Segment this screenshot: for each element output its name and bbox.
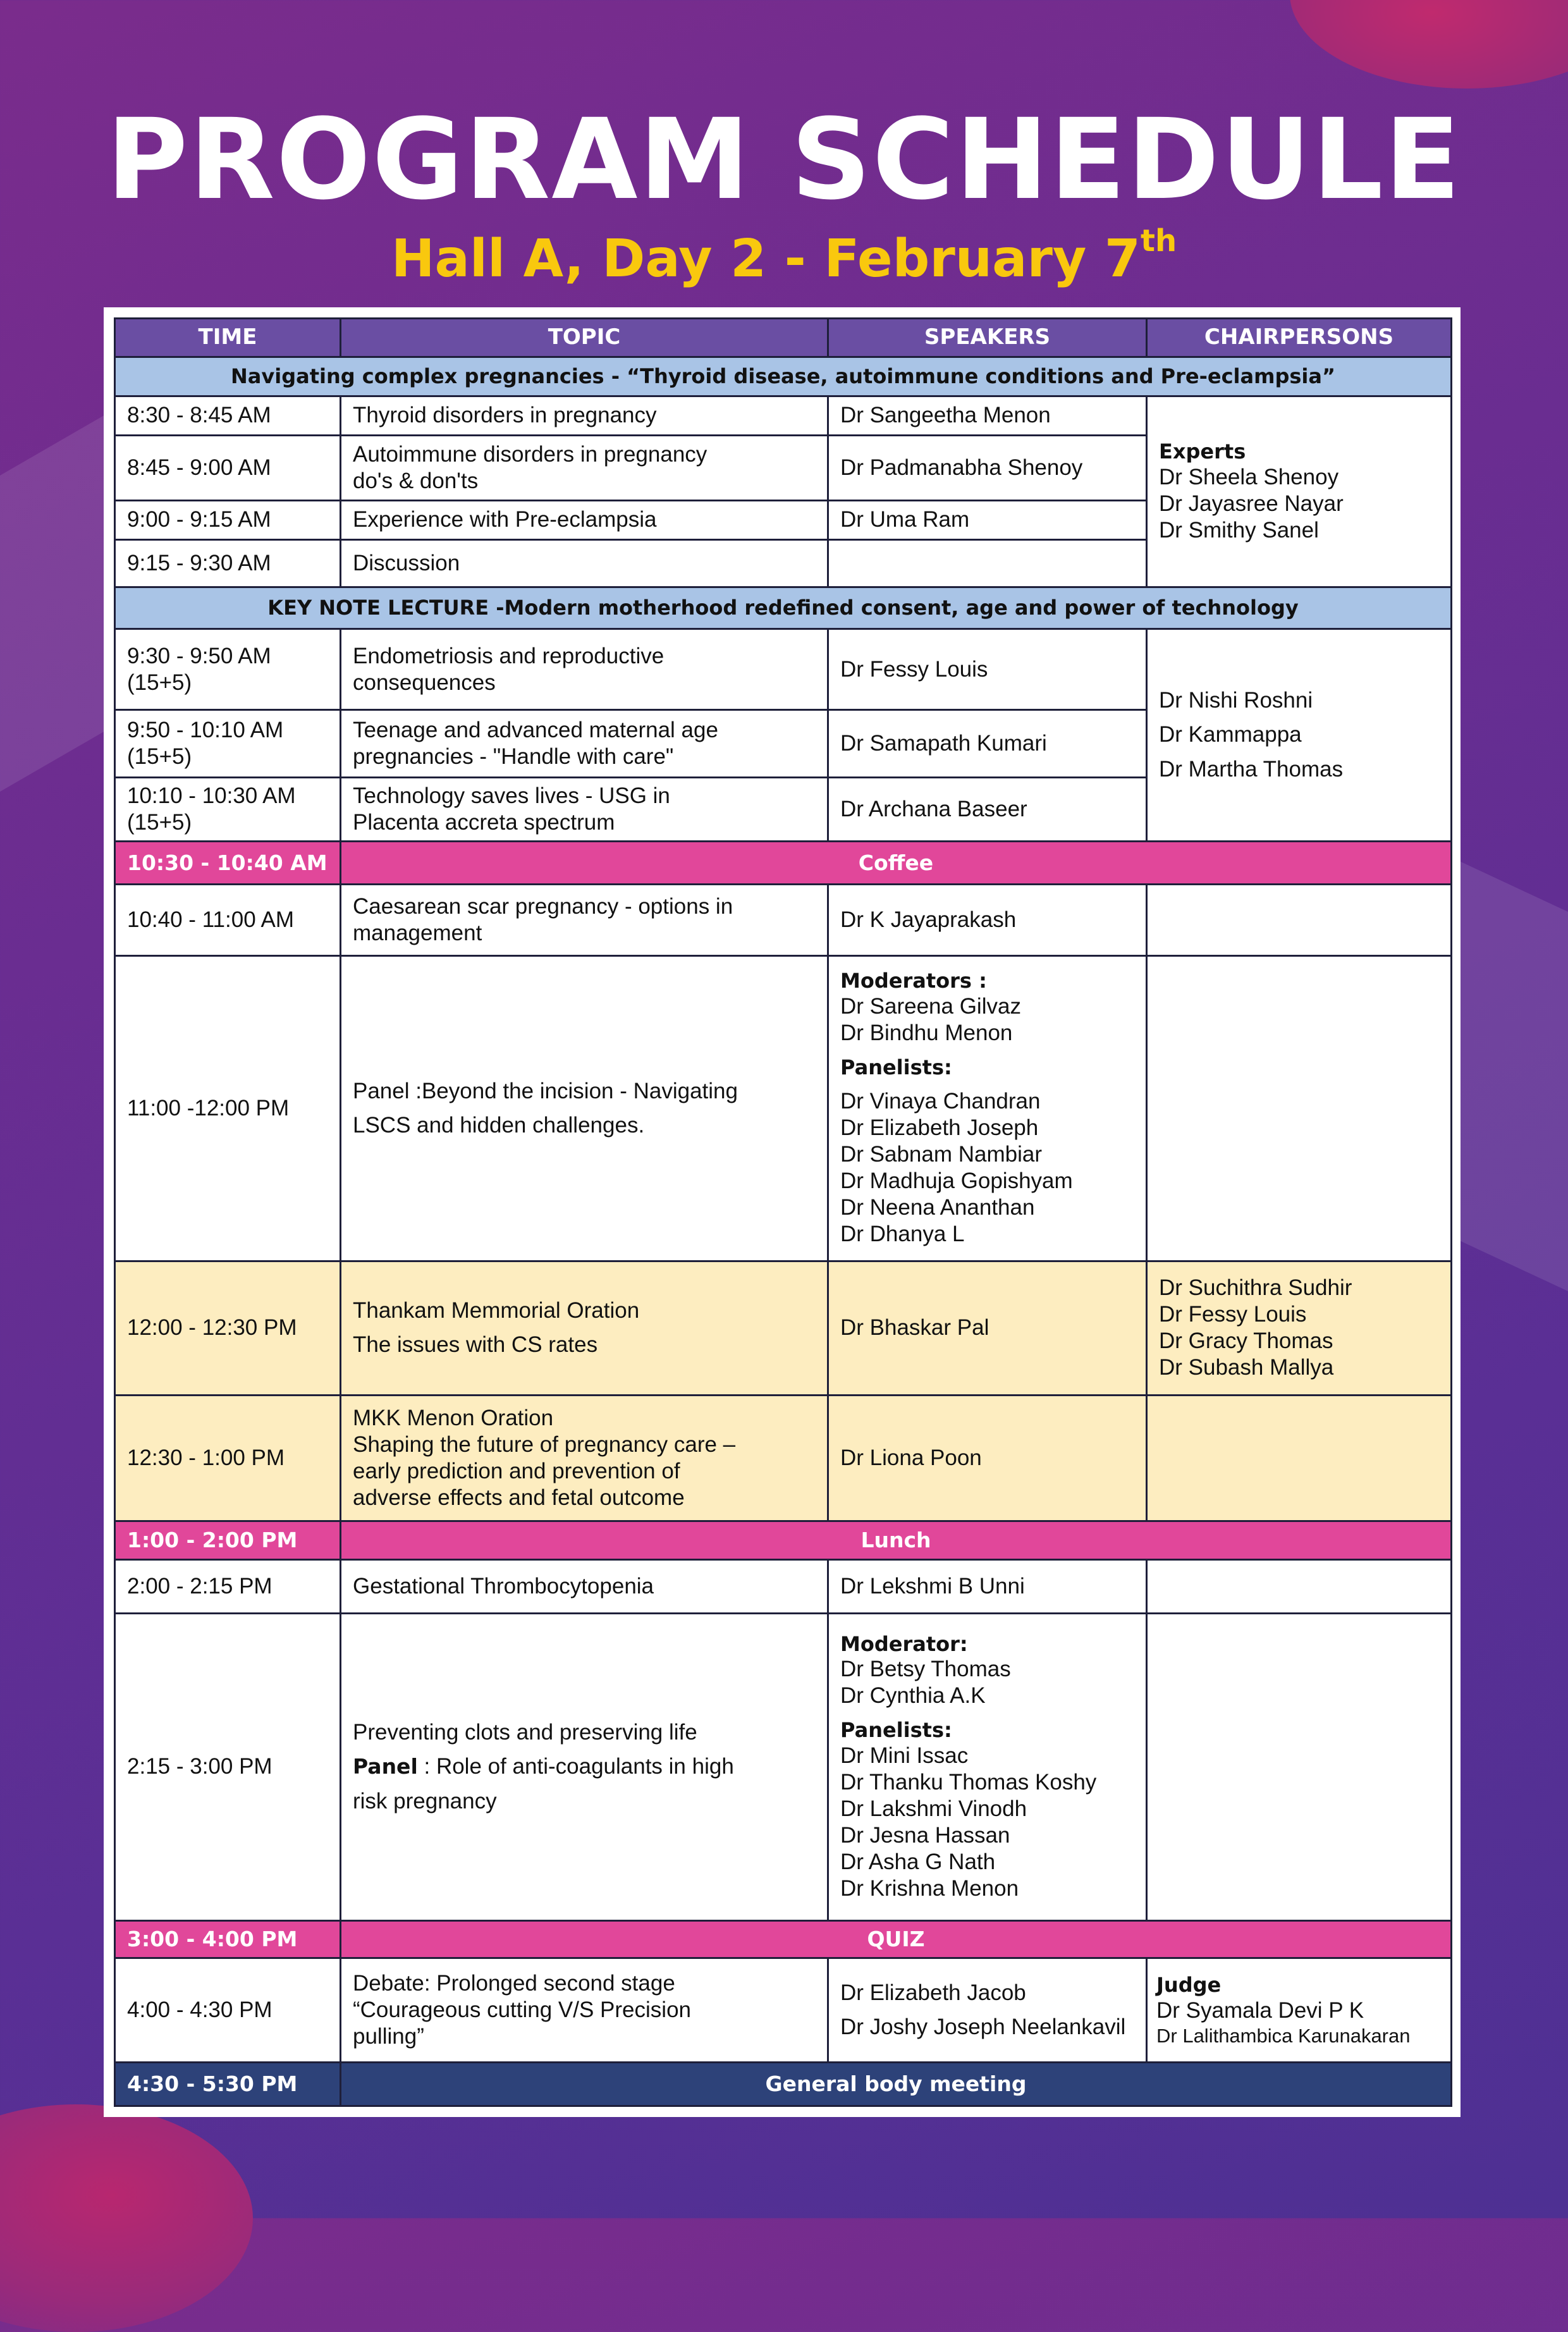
topic-line: early prediction and prevention of	[353, 1458, 680, 1483]
panelists-label: Panelists:	[840, 1718, 952, 1743]
page-subtitle: Hall A, Day 2 - February 7th	[391, 223, 1177, 289]
speaker-cell: Dr Fessy Louis	[828, 629, 1147, 709]
table-row	[115, 629, 1452, 709]
experts-label: Experts	[1159, 439, 1246, 464]
schedule-card	[104, 307, 1461, 2117]
chairpersons-cell	[1147, 629, 1452, 841]
quiz-time: 3:00 - 4:00 PM	[115, 1921, 341, 1958]
col-header-speakers: SPEAKERS	[828, 319, 1147, 357]
oration-row	[115, 1395, 1452, 1521]
general-body-row	[115, 2063, 1452, 2106]
time-cell: 9:15 - 9:30 AM	[115, 540, 341, 587]
topic-cell: Gestational Thrombocytopenia	[341, 1559, 828, 1613]
col-header-time: TIME	[115, 319, 341, 357]
moderator-name: Dr Cynthia A.K	[840, 1683, 986, 1709]
panelist-name: Dr Vinaya Chandran	[840, 1089, 1041, 1114]
spacer	[840, 1709, 1134, 1718]
topic-line: Autoimmune disorders in pregnancy	[353, 441, 707, 467]
topic-cell	[341, 435, 828, 500]
panelist-name: Dr Thanku Thomas Koshy	[840, 1769, 1097, 1795]
background-facet	[1454, 859, 1568, 1291]
topic-cell	[341, 1613, 828, 1920]
break-row	[115, 1521, 1452, 1560]
time-cell: 2:15 - 3:00 PM	[115, 1613, 341, 1920]
page-title: PROGRAM SCHEDULE	[106, 95, 1462, 224]
coffee-label: Coffee	[341, 841, 1452, 885]
spacer	[840, 1046, 1134, 1055]
background-facet	[0, 410, 114, 792]
chairpersons-cell	[1147, 1559, 1452, 1613]
topic-line: The issues with CS rates	[353, 1332, 598, 1358]
topic-line: Caesarean scar pregnancy - options in	[353, 894, 733, 919]
time-line: (15+5)	[127, 809, 192, 835]
panelist-name: Dr Sabnam Nambiar	[840, 1142, 1042, 1167]
topic-line: Preventing clots and preserving life	[353, 1720, 697, 1745]
speaker-cell	[828, 540, 1147, 587]
section-heading-row	[115, 357, 1452, 396]
panelist-name: Dr Lakshmi Vinodh	[840, 1796, 1027, 1821]
session1-heading: Navigating complex pregnancies - “Thyroid disease, autoimmune conditions and Pre-eclampsia”	[115, 357, 1452, 396]
chairpersons-cell	[1147, 1613, 1452, 1920]
table-row	[115, 885, 1452, 956]
topic-line: “Courageous cutting V/S Precision	[353, 1997, 691, 2022]
topic-cell	[341, 1261, 828, 1395]
topic-line: pregnancies - "Handle with care"	[353, 744, 674, 769]
break-row	[115, 1921, 1452, 1958]
chairpersons-cell	[1147, 956, 1452, 1261]
table-row	[115, 1958, 1452, 2063]
topic-cell	[341, 709, 828, 777]
time-cell: 4:00 - 4:30 PM	[115, 1958, 341, 2063]
topic-cell	[341, 956, 828, 1261]
corner-decoration-top	[1290, 0, 1568, 89]
moderators-label: Moderators :	[840, 969, 987, 993]
topic-line: Thankam Memmorial Oration	[353, 1298, 640, 1323]
time-cell: 9:00 - 9:15 AM	[115, 500, 341, 540]
spacer	[840, 1079, 1134, 1088]
speaker-cell: Dr Bhaskar Pal	[828, 1261, 1147, 1395]
speaker-name: Dr Elizabeth Jacob	[840, 1980, 1026, 2005]
topic-line	[353, 1750, 816, 1784]
schedule-table	[114, 317, 1452, 2107]
speaker-cell	[828, 956, 1147, 1261]
moderator-name: Dr Bindhu Menon	[840, 1020, 1013, 1045]
topic-text: : Role of anti-coagulants in high	[417, 1754, 734, 1779]
time-cell: 8:45 - 9:00 AM	[115, 435, 341, 500]
time-cell	[115, 629, 341, 709]
topic-line: LSCS and hidden challenges.	[353, 1112, 645, 1138]
topic-cell: Discussion	[341, 540, 828, 587]
table-header-row	[115, 319, 1452, 357]
panelist-name: Dr Neena Ananthan	[840, 1195, 1035, 1220]
judge-name: Dr Syamala Devi P K	[1156, 1998, 1364, 2023]
topic-cell	[341, 885, 828, 956]
chair-name: Dr Subash Mallya	[1159, 1355, 1334, 1380]
time-cell: 8:30 - 8:45 AM	[115, 396, 341, 436]
time-cell	[115, 709, 341, 777]
time-line: (15+5)	[127, 670, 192, 695]
chair-name: Dr Nishi Roshni	[1159, 688, 1313, 713]
oration-row	[115, 1261, 1452, 1395]
speaker-cell: Dr Uma Ram	[828, 500, 1147, 540]
time-line: 9:30 - 9:50 AM	[127, 643, 271, 668]
topic-cell	[341, 629, 828, 709]
topic-line: Panel :Beyond the incision - Navigating	[353, 1078, 738, 1103]
speaker-cell: Dr Lekshmi B Unni	[828, 1559, 1147, 1613]
experts-cell	[1147, 396, 1452, 587]
panelist-name: Dr Elizabeth Joseph	[840, 1115, 1039, 1141]
panel-bold-label: Panel	[353, 1754, 418, 1779]
topic-line: consequences	[353, 670, 496, 695]
time-cell: 11:00 -12:00 PM	[115, 956, 341, 1261]
speaker-cell: Dr K Jayaprakash	[828, 885, 1147, 956]
time-cell	[115, 777, 341, 841]
chairpersons-cell	[1147, 1395, 1452, 1521]
topic-line: pulling”	[353, 2023, 424, 2049]
table-row	[115, 396, 1452, 436]
speaker-cell	[828, 1613, 1147, 1920]
chair-name: Dr Martha Thomas	[1159, 756, 1344, 782]
chair-name: Dr Jayasree Nayar	[1159, 491, 1344, 516]
time-cell: 12:30 - 1:00 PM	[115, 1395, 341, 1521]
panelist-name: Dr Madhuja Gopishyam	[840, 1169, 1073, 1194]
corner-decoration-bottom	[0, 2104, 253, 2332]
judge-name: Dr Lalithambica Karunakaran	[1156, 2024, 1411, 2047]
gbm-label: General body meeting	[341, 2063, 1452, 2106]
time-line: (15+5)	[127, 744, 192, 769]
chair-name: Dr Smithy Sanel	[1159, 517, 1319, 543]
topic-cell: Thyroid disorders in pregnancy	[341, 396, 828, 436]
panelist-name: Dr Asha G Nath	[840, 1849, 996, 1874]
speaker-cell	[828, 1958, 1147, 2063]
speaker-cell: Dr Liona Poon	[828, 1395, 1147, 1521]
time-cell: 2:00 - 2:15 PM	[115, 1559, 341, 1613]
section-heading-row	[115, 587, 1452, 629]
coffee-time: 10:30 - 10:40 AM	[115, 841, 341, 885]
lunch-label: Lunch	[341, 1521, 1452, 1560]
chairpersons-cell	[1147, 1261, 1452, 1395]
moderators-label: Moderator:	[840, 1632, 968, 1656]
topic-line: Endometriosis and reproductive	[353, 643, 665, 668]
chair-name: Dr Fessy Louis	[1159, 1302, 1307, 1327]
chair-name: Dr Gracy Thomas	[1159, 1329, 1333, 1354]
chair-name: Dr Suchithra Sudhir	[1159, 1275, 1352, 1301]
topic-line: do's & don'ts	[353, 468, 479, 493]
judge-label: Judge	[1156, 1973, 1222, 1998]
session2-heading: KEY NOTE LECTURE -Modern motherhood redefined consent, age and power of technology	[115, 587, 1452, 629]
speaker-name: Dr Joshy Joseph Neelankavil	[840, 2014, 1126, 2039]
time-line: 10:10 - 10:30 AM	[127, 783, 296, 808]
panelists-label: Panelists:	[840, 1055, 952, 1079]
speaker-cell: Dr Padmanabha Shenoy	[828, 435, 1147, 500]
topic-cell	[341, 1395, 828, 1521]
moderator-name: Dr Sareena Gilvaz	[840, 993, 1021, 1019]
chair-name: Dr Sheela Shenoy	[1159, 464, 1339, 489]
speaker-cell: Dr Sangeetha Menon	[828, 396, 1147, 436]
speaker-cell: Dr Archana Baseer	[828, 777, 1147, 841]
topic-cell	[341, 1958, 828, 2063]
table-row	[115, 956, 1452, 1261]
topic-line: management	[353, 921, 482, 946]
quiz-label: QUIZ	[341, 1921, 1452, 1958]
panelist-name: Dr Jesna Hassan	[840, 1822, 1010, 1848]
topic-line: Technology saves lives - USG in	[353, 783, 670, 808]
table-row	[115, 1559, 1452, 1613]
judges-cell	[1147, 1958, 1452, 2063]
topic-cell: Experience with Pre-eclampsia	[341, 500, 828, 540]
time-cell: 12:00 - 12:30 PM	[115, 1261, 341, 1395]
time-cell: 10:40 - 11:00 AM	[115, 885, 341, 956]
table-row	[115, 1613, 1452, 1920]
topic-line: adverse effects and fetal outcome	[353, 1485, 685, 1510]
chair-name: Dr Kammappa	[1159, 722, 1302, 747]
col-header-chairpersons: CHAIRPERSONS	[1147, 319, 1452, 357]
topic-line: Shaping the future of pregnancy care –	[353, 1432, 736, 1457]
moderator-name: Dr Betsy Thomas	[840, 1657, 1011, 1682]
col-header-topic: TOPIC	[341, 319, 828, 357]
topic-line: MKK Menon Oration	[353, 1405, 554, 1430]
topic-line: Placenta accreta spectrum	[353, 809, 615, 835]
time-line: 9:50 - 10:10 AM	[127, 717, 284, 742]
topic-line: Teenage and advanced maternal age	[353, 717, 718, 742]
chairpersons-cell	[1147, 885, 1452, 956]
break-row	[115, 841, 1452, 885]
speaker-cell: Dr Samapath Kumari	[828, 709, 1147, 777]
lunch-time: 1:00 - 2:00 PM	[115, 1521, 341, 1560]
panelist-name: Dr Dhanya L	[840, 1222, 965, 1247]
topic-line: risk pregnancy	[353, 1788, 497, 1813]
topic-cell	[341, 777, 828, 841]
topic-line: Debate: Prolonged second stage	[353, 1970, 675, 1996]
gbm-time: 4:30 - 5:30 PM	[115, 2063, 341, 2106]
panelist-name: Dr Mini Issac	[840, 1743, 969, 1768]
panelist-name: Dr Krishna Menon	[840, 1875, 1019, 1901]
